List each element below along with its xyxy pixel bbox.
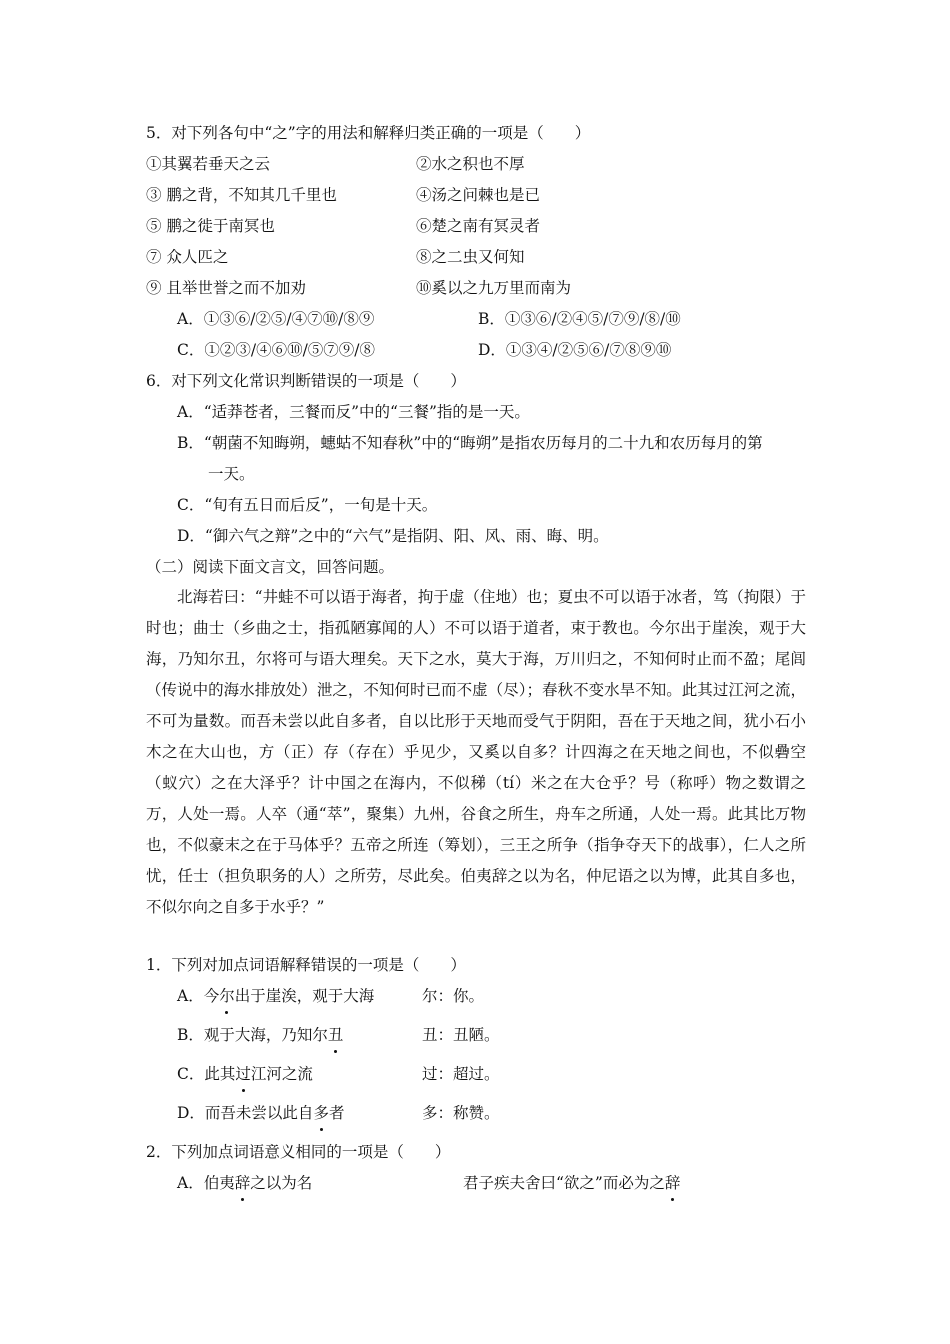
q2-option-a-pair: 君子疾夫舍曰“欲之”而必为之辞 xyxy=(463,1174,681,1192)
emphasis-dot-char: 尔 xyxy=(219,987,235,1005)
q1-option-d-gloss: 多：称赞。 xyxy=(422,1104,500,1122)
passage: 北海若曰：“井蛙不可以语于海者，拘于虚（住地）也；夏虫不可以语于冰者，笃（拘限）于时也；曲士（乡曲之士，指孤陋寡闻的人）不可以语于道者，束于教也。今尔出于崖涘，观于大海，乃知尔丑，尔将可与语大理矣。天下之水，莫大于海，万川归之，不知何时止而不盈；尾闾（传说中的海水排放处）泄之，不知何时已而不虚（尽）；春秋不变水旱不知。此其过江河之流，不可为量数。而吾未尝以此自多者，自以比形于天地而受气于阴阳，吾在于天地之间，犹小石小木之在大山也，方（正）存（存在）乎见少，又奚以自多？计四海之在天地之间也，不似礨空（蚁穴）之在大泽乎？计中国之在海内，不似稊（tí）米之在大仓乎？号（称呼）物之数谓之万，人处一焉。人卒（通“萃”，聚集）九州，谷食之所生，舟车之所通，人处一焉。此其比万物也，不似豪末之在于马体乎？五帝之所连（筹划），三王之所争（指争夺天下的战事），仁人之所忧，任士（担负职务的人）之所劳，尽此矣。伯夷辞之以为名，仲尼语之以为博，此其自多也，不似尔向之自多于水乎？” xyxy=(146,588,806,916)
q6-option-a: A．“适莽苍者，三餐而反”中的“三餐”指的是一天。 xyxy=(177,403,530,421)
q1-option-b-gloss: 丑：丑陋。 xyxy=(422,1026,500,1044)
q5-item-5: ⑤ 鹏之徙于南冥也 xyxy=(146,217,275,235)
q5-item-8: ⑧之二虫又何知 xyxy=(416,248,525,266)
q6-option-b: B．“朝菌不知晦朔，蟪蛄不知春秋”中的“晦朔”是指农历每月的二十九和农历每月的第 xyxy=(177,434,763,452)
q5-item-7: ⑦ 众人匹之 xyxy=(146,248,229,266)
q1-option-b: B．观于大海，乃知尔丑 xyxy=(177,1026,344,1044)
q5-item-3: ③ 鹏之背，不知其几千里也 xyxy=(146,186,337,204)
q5-option-b: B．①③⑥/②④⑤/⑦⑨/⑧/⑩ xyxy=(478,310,681,328)
q1-option-c: C．此其过江河之流 xyxy=(177,1065,313,1083)
q5-item-9: ⑨ 且举世誉之而不加劝 xyxy=(146,279,306,297)
emphasis-dot-char: 过 xyxy=(235,1065,251,1083)
emphasis-dot-char: 多 xyxy=(313,1104,329,1122)
emphasis-dot-char: 辞 xyxy=(664,1174,681,1192)
q2-stem: 2．下列加点词语意义相同的一项是（ ） xyxy=(146,1143,451,1161)
q1-option-a: A．今尔出于崖涘，观于大海 xyxy=(177,987,375,1005)
q5-item-4: ④汤之问棘也是已 xyxy=(416,186,541,204)
q1-option-d: D．而吾未尝以此自多者 xyxy=(177,1104,345,1122)
q5-item-10: ⑩奚以之九万里而南为 xyxy=(416,279,572,297)
q6-option-d: D．“御六气之辩”之中的“六气”是指阴、阳、风、雨、晦、明。 xyxy=(177,527,609,545)
q5-option-a: A．①③⑥/②⑤/④⑦⑩/⑧⑨ xyxy=(177,310,375,328)
q1-stem: 1．下列对加点词语解释错误的一项是（ ） xyxy=(146,956,466,974)
q5-stem: 5．对下列各句中“之”字的用法和解释归类正确的一项是（ ） xyxy=(146,124,591,142)
q6-option-c: C．“旬有五日而后反”，一旬是十天。 xyxy=(177,496,438,514)
q1-option-c-gloss: 过：超过。 xyxy=(422,1065,500,1083)
section-heading: （二）阅读下面文言文，回答问题。 xyxy=(146,558,395,576)
q5-item-6: ⑥楚之南有冥灵者 xyxy=(416,217,541,235)
q6-option-b-cont: 一天。 xyxy=(208,465,255,483)
q5-item-2: ②水之积也不厚 xyxy=(416,155,525,173)
q6-stem: 6．对下列文化常识判断错误的一项是（ ） xyxy=(146,372,466,390)
emphasis-dot-char: 丑 xyxy=(327,1026,344,1044)
q5-item-1: ①其翼若垂天之云 xyxy=(146,155,271,173)
q1-option-a-gloss: 尔：你。 xyxy=(422,987,485,1005)
q5-option-d: D．①③④/②⑤⑥/⑦⑧⑨⑩ xyxy=(478,341,672,359)
q5-option-c: C．①②③/④⑥⑩/⑤⑦⑨/⑧ xyxy=(177,341,376,359)
q2-option-a: A．伯夷辞之以为名 xyxy=(177,1174,313,1192)
emphasis-dot-char: 辞 xyxy=(234,1174,251,1192)
